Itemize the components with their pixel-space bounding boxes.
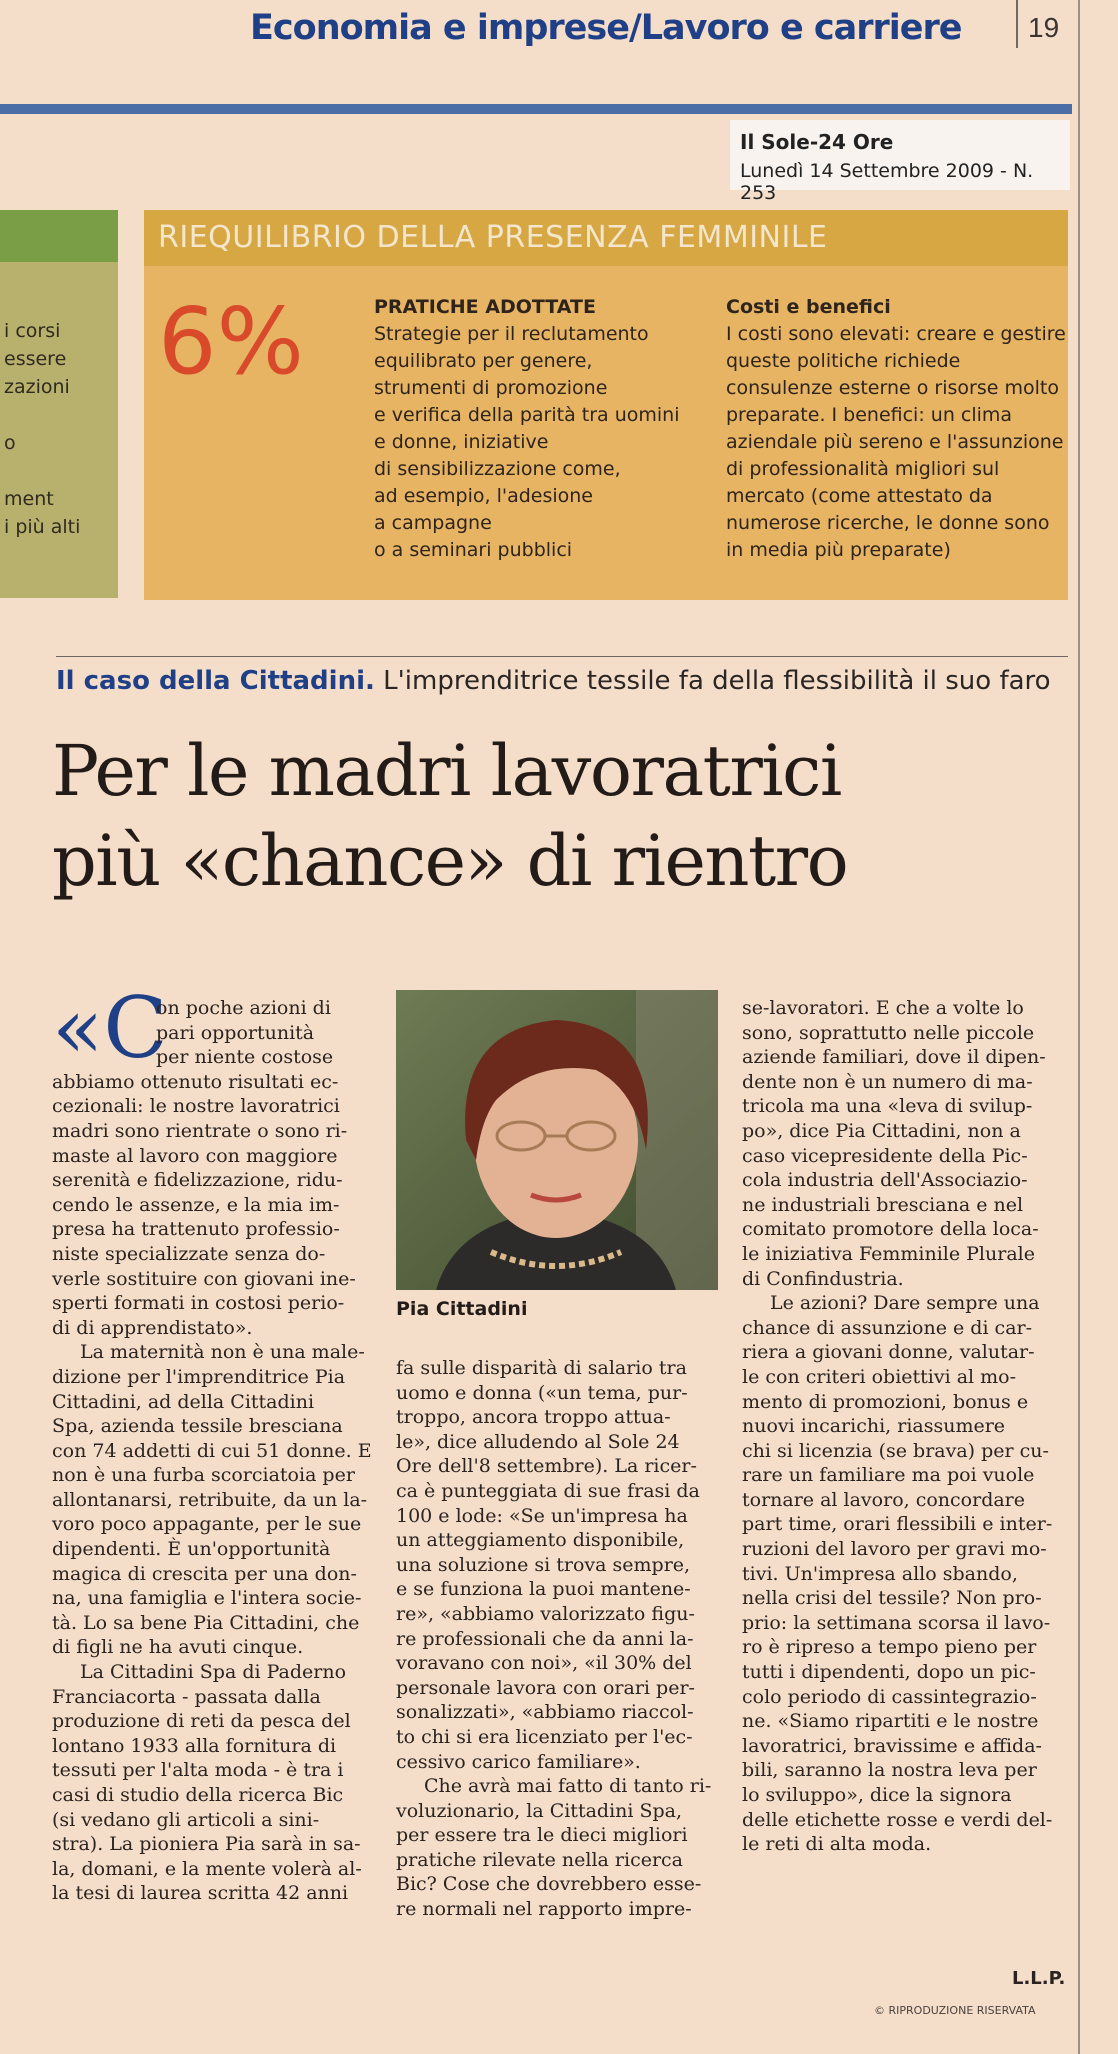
body-line: prio: la settimana scorsa il lavo-: [742, 1611, 1051, 1634]
costs-line: aziendale più sereno e l'assunzione: [726, 431, 1064, 453]
costs-line: di professionalità migliori sul: [726, 458, 1000, 480]
body-line: per essere tra le dieci migliori: [396, 1824, 688, 1847]
body-line: lavoratrici, bravissime e affida-: [742, 1734, 1042, 1757]
body-line: voro poco appagante, per le sue: [52, 1513, 362, 1536]
body-line: dipendenti. È un'opportunità: [52, 1538, 331, 1561]
body-line: le», dice alludendo al Sole 24: [396, 1430, 680, 1453]
practices-line: o a seminari pubblici: [374, 539, 573, 561]
page-number: 19: [1028, 12, 1060, 43]
body-line: pari opportunità: [156, 1021, 315, 1044]
body-line: sono, soprattutto nelle piccole: [742, 1021, 1035, 1044]
body-line: magica di crescita per una don-: [52, 1562, 357, 1585]
body-line: nuovi incarichi, riassumere: [742, 1415, 1006, 1438]
body-line: ro è ripreso a tempo pieno per: [742, 1636, 1037, 1659]
body-line: cessivo carico familiare».: [396, 1750, 641, 1773]
body-line: lontano 1933 alla fornitura di: [52, 1734, 337, 1757]
body-line: La maternità non è una male-: [80, 1341, 365, 1364]
body-line: Spa, azienda tessile bresciana: [52, 1415, 343, 1438]
body-line: La Cittadini Spa di Paderno: [80, 1661, 347, 1684]
body-line: 100 e lode: «Se un'impresa ha: [396, 1504, 688, 1527]
body-line: tessuti per l'alta moda - è tra i: [52, 1759, 344, 1782]
body-line: pratiche rilevate nella ricerca: [396, 1848, 684, 1871]
practices-line: strumenti di promozione: [374, 377, 608, 399]
body-line: chi si licenzia (se brava) per cu-: [742, 1439, 1049, 1462]
page-edge-rule: [1078, 0, 1080, 2054]
body-line: ne. «Siamo ripartiti e le nostre: [742, 1710, 1039, 1733]
headline-line: più «chance» di rientro: [52, 820, 848, 902]
body-line: sonalizzati», «abbiamo riaccol-: [396, 1701, 694, 1724]
body-line: re», «abbiamo valorizzato figu-: [396, 1602, 695, 1625]
body-line: tutti i dipendenti, dopo un pic-: [742, 1661, 1036, 1684]
section-header: Economia e imprese/Lavoro e carriere: [250, 8, 962, 48]
copyright-notice: © RIPRODUZIONE RISERVATA: [874, 2004, 1036, 2017]
body-line: cezionali: le nostre lavoratrici: [52, 1095, 340, 1118]
practices-line: di sensibilizzazione come,: [374, 458, 621, 480]
body-line: cendo le assenze, e la mia im-: [52, 1193, 340, 1216]
body-line: produzione di reti da pesca del: [52, 1710, 351, 1733]
body-line: to chi si era licenziato per l'ec-: [396, 1725, 693, 1748]
body-line: troppo, ancora troppo attua-: [396, 1406, 671, 1429]
costs-line: preparate. I benefici: un clima: [726, 404, 1013, 426]
costs-column: [726, 294, 1066, 564]
body-line: mento di promozioni, bonus e: [742, 1390, 1029, 1413]
body-line: tà. Lo sa bene Pia Cittadini, che: [52, 1611, 360, 1634]
body-line: dente non è un numero di ma-: [742, 1070, 1033, 1093]
article-column-3: [742, 996, 1068, 1857]
practices-line: equilibrato per genere,: [374, 350, 593, 372]
body-line: aziende familiari, dove il dipen-: [742, 1046, 1046, 1069]
body-line: Ore dell'8 settembre). La ricer-: [396, 1455, 697, 1478]
left-panel-text: ment: [4, 488, 54, 510]
header-rule: [0, 104, 1072, 114]
masthead-date: Lunedì 14 Settembre 2009 - N. 253: [740, 160, 1034, 204]
costs-title: Costi e benefici: [726, 296, 891, 318]
info-box-title: RIEQUILIBRIO DELLA PRESENZA FEMMINILE: [158, 220, 828, 255]
body-line: riera a giovani donne, valutar-: [742, 1341, 1035, 1364]
left-panel-text: essere: [4, 348, 67, 370]
practices-line: a campagne: [374, 512, 492, 534]
body-line: comitato promotore della loca-: [742, 1218, 1039, 1241]
body-line: le iniziativa Femminile Plurale: [742, 1242, 1035, 1265]
body-line: delle etichette rosse e verdi del-: [742, 1808, 1053, 1831]
left-panel-text: i più alti: [4, 516, 81, 538]
body-line: niste specializzate senza do-: [52, 1242, 326, 1265]
body-line: uomo e donna («un tema, pur-: [396, 1381, 688, 1404]
costs-line: in media più preparate): [726, 539, 951, 561]
left-panel-header: [0, 210, 118, 262]
practices-title: PRATICHE ADOTTATE: [374, 296, 596, 318]
body-line: presa ha trattenuto professio-: [52, 1218, 340, 1241]
body-line: caso vicepresidente della Pic-: [742, 1144, 1028, 1167]
body-line: per niente costose: [156, 1046, 334, 1069]
body-line: (si vedano gli articoli a sini-: [52, 1808, 320, 1831]
body-line: di Confindustria.: [742, 1267, 904, 1290]
body-line: chance di assunzione e di car-: [742, 1316, 1033, 1339]
left-panel-text: i corsi: [4, 320, 61, 342]
body-line: madri sono rientrate o sono ri-: [52, 1119, 348, 1142]
costs-line: numerose ricerche, le donne sono: [726, 512, 1050, 534]
article-kicker: [56, 666, 1051, 696]
costs-line: I costi sono elevati: creare e gestire: [726, 323, 1066, 345]
body-line: non è una furba scorciatoia per: [52, 1464, 355, 1487]
body-line: tivi. Un'impresa allo sbando,: [742, 1562, 1018, 1585]
body-line: Che avrà mai fatto di tanto ri-: [424, 1775, 712, 1798]
practices-line: e verifica della parità tra uomini: [374, 404, 680, 426]
body-line: se-lavoratori. E che a volte lo: [742, 997, 1024, 1019]
left-panel-text: o: [4, 432, 16, 454]
info-box: [144, 210, 1068, 600]
body-line: maste al lavoro con maggiore: [52, 1144, 338, 1167]
body-line: ruzioni del lavoro per gravi mo-: [742, 1538, 1047, 1561]
body-line: verle sostituire con giovani ine-: [52, 1267, 356, 1290]
costs-line: consulenze esterne o risorse molto: [726, 377, 1059, 399]
article-column-1: [52, 996, 370, 1906]
masthead-name: Il Sole-24 Ore: [740, 130, 894, 154]
body-line: serenità e fidelizzazione, ridu-: [52, 1169, 343, 1192]
body-line: una soluzione si trova sempre,: [396, 1553, 691, 1576]
body-line: di figli ne ha avuti cinque.: [52, 1636, 304, 1659]
body-line: allontanarsi, retribuite, da un la-: [52, 1488, 368, 1511]
body-line: voravano con noi», «il 30% del: [396, 1652, 692, 1675]
body-line: e se funziona la puoi mantene-: [396, 1578, 691, 1601]
body-line: po», dice Pia Cittadini, non a: [742, 1119, 1021, 1142]
body-line: sperti formati in costosi perio-: [52, 1292, 345, 1315]
body-line: Le azioni? Dare sempre una: [770, 1292, 1040, 1315]
practices-line: Strategie per il reclutamento: [374, 323, 649, 345]
body-line: rare un familiare ma poi vuole: [742, 1464, 1035, 1487]
body-line: colo periodo di cassintegrazio-: [742, 1685, 1037, 1708]
info-box-header: [144, 210, 1068, 266]
body-line: na, una famiglia e l'intera socie-: [52, 1587, 362, 1610]
body-line: re normali nel rapporto impre-: [396, 1898, 692, 1921]
body-line: tricola ma una «leva di svilup-: [742, 1095, 1033, 1118]
left-info-panel: [0, 210, 118, 598]
body-line: casi di studio della ricerca Bic: [52, 1784, 344, 1806]
body-line: Cittadini, ad della Cittadini: [52, 1390, 315, 1413]
practices-line: ad esempio, l'adesione: [374, 485, 594, 507]
body-line: ne industriali bresciana e nel: [742, 1193, 1024, 1216]
body-line: Franciacorta - passata dalla: [52, 1685, 321, 1708]
body-line: re professionali che da anni la-: [396, 1627, 694, 1650]
body-line: Bic? Cose che dovrebbero esse-: [396, 1873, 702, 1896]
kicker-lead: Il caso della Cittadini.: [56, 666, 375, 696]
article-headline: [52, 726, 847, 906]
body-line: stra). La pioniera Pia sarà in sa-: [52, 1833, 361, 1856]
costs-line: queste politiche richiede: [726, 350, 961, 372]
body-line: fa sulle disparità di salario tra: [396, 1357, 687, 1379]
masthead: [730, 120, 1070, 204]
body-line: nella crisi del tessile? Non pro-: [742, 1587, 1042, 1610]
percent-figure: 6%: [158, 288, 304, 395]
body-line: personale lavora con orari per-: [396, 1676, 695, 1699]
left-panel-text: zazioni: [4, 376, 70, 398]
portrait-photo: [396, 990, 718, 1290]
author-signature: L.L.P.: [1012, 1968, 1066, 1989]
header-divider: [1016, 0, 1018, 48]
body-line: le reti di alta moda.: [742, 1833, 932, 1856]
body-line: la, domani, e la mente volerà al-: [52, 1857, 362, 1880]
body-line: part time, orari flessibili e inter-: [742, 1513, 1053, 1536]
body-line: tornare al lavoro, concordare: [742, 1488, 1026, 1511]
body-line: con 74 addetti di cui 51 donne. E: [52, 1439, 372, 1462]
article-column-2: [396, 1356, 716, 1922]
portrait-image: [396, 990, 718, 1290]
body-line: dizione per l'imprenditrice Pia: [52, 1365, 346, 1388]
body-line: un atteggiamento disponibile,: [396, 1529, 685, 1552]
practices-column: [374, 294, 679, 564]
body-line: abbiamo ottenuto risultati ec-: [52, 1070, 339, 1093]
drop-cap: «C: [52, 979, 168, 1077]
practices-line: e donne, iniziative: [374, 431, 549, 453]
body-line: ca è punteggiata di sue frasi da: [396, 1479, 700, 1502]
photo-caption: Pia Cittadini: [396, 1298, 528, 1320]
body-line: di di apprendistato».: [52, 1316, 253, 1339]
body-line: la tesi di laurea scritta 42 anni: [52, 1882, 349, 1905]
kicker-rule: [56, 656, 1068, 657]
kicker-text: L'imprenditrice tessile fa della flessibilità il suo faro: [374, 666, 1051, 696]
body-line: lo sviluppo», dice la signora: [742, 1784, 1012, 1806]
headline-line: Per le madri lavoratrici: [52, 730, 841, 812]
body-line: voluzionario, la Cittadini Spa,: [396, 1799, 683, 1822]
body-line: bili, saranno la nostra leva per: [742, 1759, 1037, 1782]
body-line: le con criteri obiettivi al mo-: [742, 1365, 1017, 1388]
body-line: on poche azioni di: [156, 997, 331, 1019]
costs-line: mercato (come attestato da: [726, 485, 993, 507]
body-line: cola industria dell'Associazio-: [742, 1169, 1028, 1192]
